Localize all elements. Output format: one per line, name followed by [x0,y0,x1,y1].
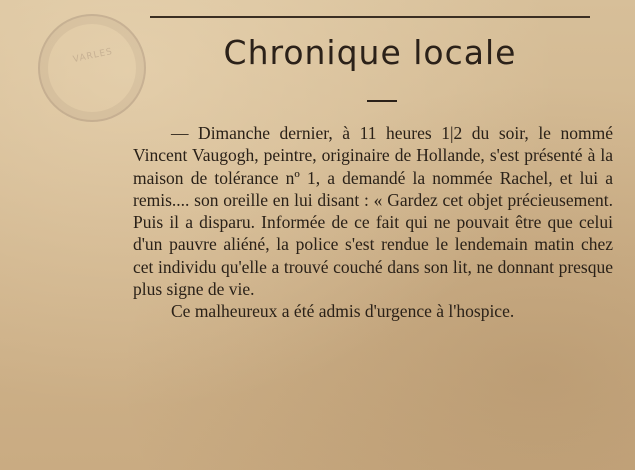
library-stamp [38,14,146,122]
article-paragraph-1: — Dimanche dernier, à 11 heures 1|2 du soir, le nommé Vincent Vaugogh, peintre, originaire de Hollande, s'est présenté à la maison de tolérance nº 1, a demandé la nommée Rachel, et lui a remis.... son oreille en lui disant : « Gardez cet objet précieusement. Puis il a disparu. Informée de ce fait qui ne pouvait être que celui d'un pauvre aliéné, la police s'est rendue le lendemain matin chez cet individu qu'elle a trouvé couché dans son lit, ne donnant presque plus signe de vie. [133,123,613,300]
article-body [133,122,613,323]
article-paragraph-2: Ce malheureux a été admis d'urgence à l'hospice. [171,301,515,322]
header-rule [150,16,590,18]
stamp-text: VARLES [72,46,114,66]
title-separator [367,100,397,102]
page-title: Chronique locale [223,33,517,72]
